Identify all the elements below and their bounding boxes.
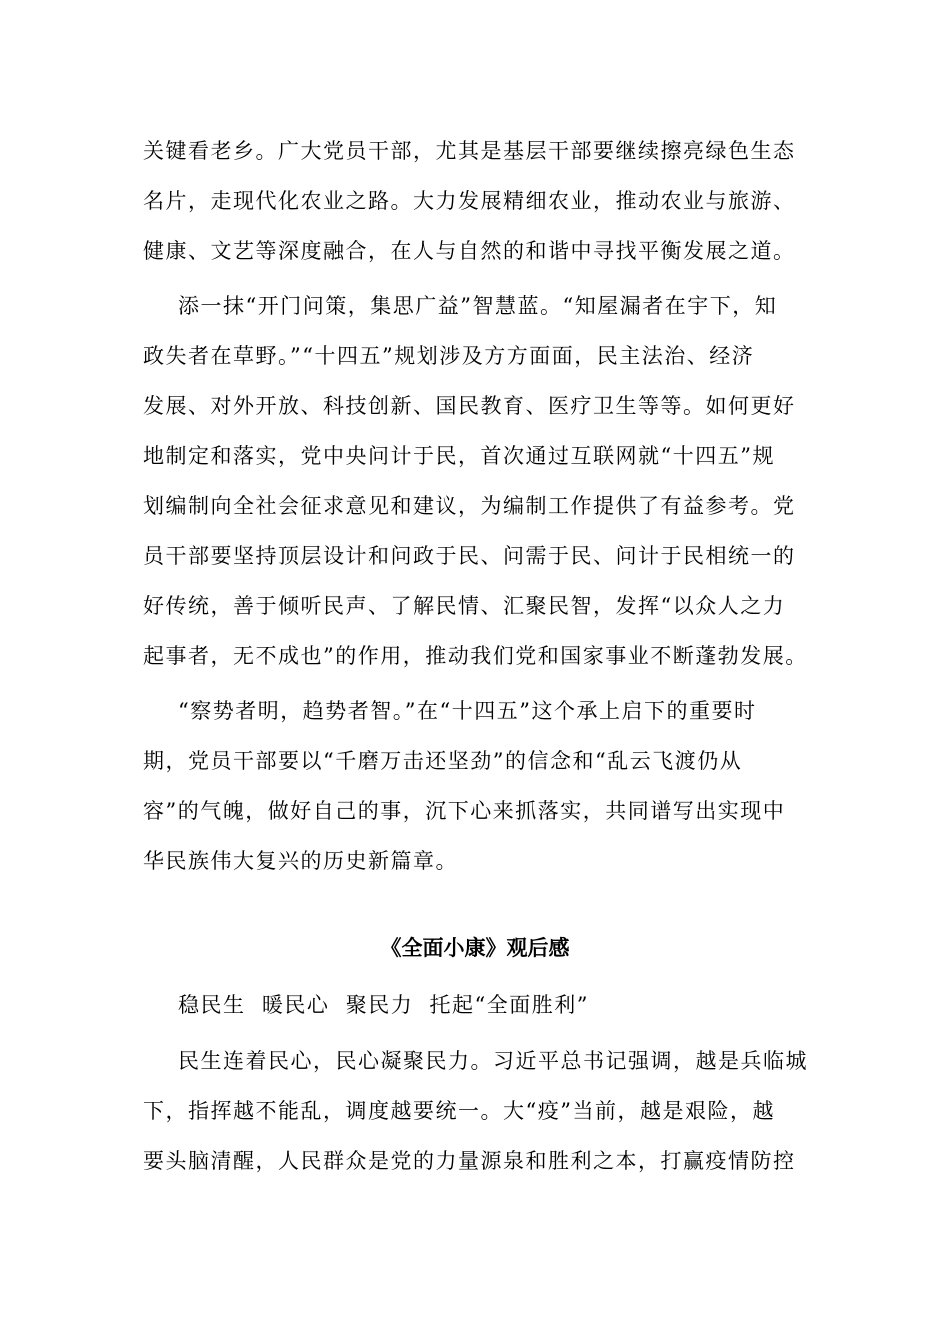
text-line: 名片，走现代化农业之路。大力发展精细农业，推动农业与旅游、 [143, 189, 796, 213]
text-line: 健康、文艺等深度融合，在人与自然的和谐中寻找平衡发展之道。 [143, 239, 796, 263]
paragraph-first-line: “察势者明，趋势者智。”在“十四五”这个承上启下的重要时 [178, 699, 757, 723]
text-line: 期，党员干部要以“千磨万击还坚劲”的信念和“乱云飞渡仍从 [143, 749, 743, 773]
section-subtitle: 稳民生 暖民心 聚民力 托起“全面胜利” [178, 993, 590, 1017]
text-line: 要头脑清醒，人民群众是党的力量源泉和胜利之本，打赢疫情防控 [143, 1149, 796, 1173]
text-line: 划编制向全社会征求意见和建议，为编制工作提供了有益参考。党 [143, 494, 796, 518]
paragraph-first-line: 民生连着民心，民心凝聚民力。习近平总书记强调，越是兵临城 [178, 1049, 808, 1073]
section-title: 《全面小康》观后感 [380, 935, 570, 960]
text-line: 发展、对外开放、科技创新、国民教育、医疗卫生等等。如何更好 [143, 394, 796, 418]
text-line: 员干部要坚持顶层设计和问政于民、问需于民、问计于民相统一的 [143, 544, 796, 568]
text-line: 关键看老乡。广大党员干部，尤其是基层干部要继续擦亮绿色生态 [143, 139, 796, 163]
text-line: 华民族伟大复兴的历史新篇章。 [143, 849, 458, 873]
text-line: 下，指挥越不能乱，调度越要统一。大“疫”当前，越是艰险，越 [143, 1099, 775, 1123]
text-line: 地制定和落实，党中央问计于民，首次通过互联网就“十四五”规 [143, 444, 775, 468]
text-line: 起事者，无不成也”的作用，推动我们党和国家事业不断蓬勃发展。 [143, 644, 808, 668]
text-line: 好传统，善于倾听民声、了解民情、汇聚民智，发挥“以众人之力 [143, 594, 786, 618]
paragraph-first-line: 添一抹“开门问策，集思广益”智慧蓝。“知屋漏者在宇下，知 [178, 294, 778, 318]
text-line: 政失者在草野。”“十四五”规划涉及方方面面，民主法治、经济 [143, 344, 755, 368]
text-line: 容”的气魄，做好自己的事，沉下心来抓落实，共同谱写出实现中 [143, 799, 786, 823]
